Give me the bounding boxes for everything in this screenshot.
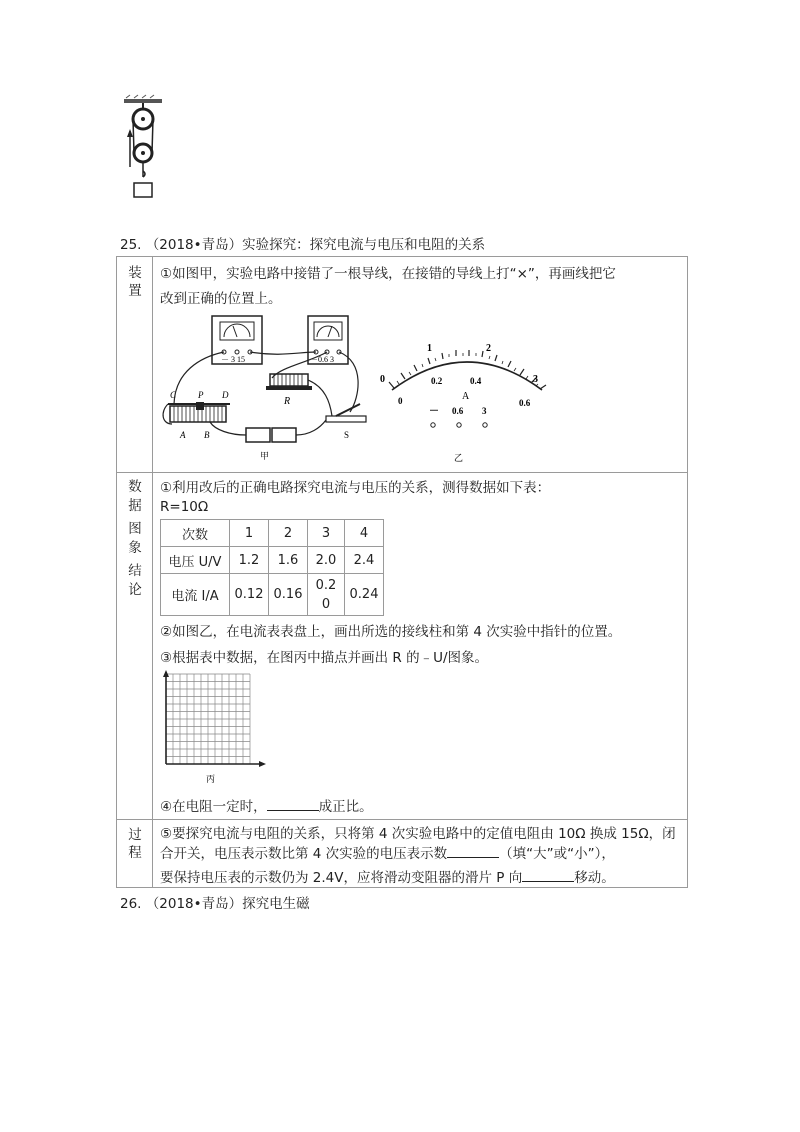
ammeter-terminals: －0.6 3 (310, 355, 334, 364)
dial-top-0: 0 (380, 374, 385, 385)
apparatus-label (118, 264, 152, 300)
dial-top-3: 3 (533, 374, 538, 385)
process-line-3 (160, 866, 615, 886)
r-value: R=10Ω (160, 499, 209, 515)
switch-label: S (344, 430, 350, 440)
process-label-char: 程 (128, 845, 142, 861)
table-cell: 1.2 (230, 547, 269, 574)
process-label-char: 过 (128, 827, 142, 843)
data-label-char: 据 (128, 498, 142, 514)
dial-inner-0-4: 0.4 (470, 376, 482, 386)
dial-terminal-0-6: 0.6 (452, 406, 464, 416)
dial-top-2: 2 (486, 343, 491, 354)
circuit-diagram-jia (160, 312, 380, 467)
data-line-1: ①利用改后的正确电路探究电流与电压的关系，测得数据如下表： (160, 480, 551, 496)
data-table (160, 519, 384, 616)
apparatus-line-1: ①如图甲，实验电路中接错了一根导线，在接错的导线上打“×”，再画线把它 (160, 266, 616, 282)
q26-title: 探究电生磁 (242, 896, 310, 912)
ammeter-dial-yi (372, 336, 562, 464)
resistor-label: R (284, 396, 291, 407)
terminal-circle (431, 423, 435, 427)
q25-heading (120, 233, 485, 253)
voltage-compare-blank[interactable] (447, 845, 499, 858)
dial-unit: A (462, 391, 470, 402)
data-label-char: 结 (128, 563, 142, 579)
figure-jia-label: 甲 (260, 452, 270, 462)
apparatus-line-2: 改到正确的位置上。 (160, 291, 282, 307)
pulley-figure (118, 95, 168, 205)
data-label-char: 论 (128, 582, 142, 598)
q25-title: 实验探究：探究电流与电压和电阻的关系 (242, 237, 486, 253)
table-cell: 2 (269, 520, 308, 547)
conclusion-blank[interactable] (267, 798, 319, 811)
terminal-circle (457, 423, 461, 427)
table-cell: 2.0 (308, 547, 345, 574)
table-row (161, 574, 384, 616)
table-row (161, 520, 384, 547)
data-line-3: ③根据表中数据，在图丙中描点并画出 R 的﹣U/图象。 (160, 650, 488, 666)
slider-direction-blank[interactable] (522, 869, 574, 882)
table-cell: 0.12 (230, 574, 269, 616)
rheostat-letter-p: P (198, 390, 204, 400)
process-line-2-suffix: （填“大”或“小”）， (499, 846, 615, 862)
table-cell: 1 (230, 520, 269, 547)
process-line-2 (160, 842, 615, 862)
dial-inner-0: 0 (398, 396, 403, 406)
rheostat-letter-b: B (204, 430, 210, 440)
table-cell: 1.6 (269, 547, 308, 574)
table-cell: 0.2 0 (308, 574, 345, 616)
dial-terminal-minus: － (429, 406, 439, 417)
label-column-divider (152, 256, 153, 888)
figure-bing-label: 丙 (206, 775, 216, 785)
voltmeter-terminals: － 3 15 (221, 355, 245, 364)
q26-source: （2018•青岛） (145, 896, 243, 912)
process-line-2-prefix: 合开关，电压表示数比第 4 次实验的电压表示数 (160, 846, 448, 862)
graph-grid-bing (158, 670, 268, 785)
dial-top-1: 1 (427, 343, 432, 354)
data-label-char: 数 (128, 479, 142, 495)
rheostat-letter-d: D (222, 390, 229, 400)
data-label (118, 478, 152, 600)
q26-heading (120, 892, 310, 912)
apparatus-label-char: 装 (128, 265, 142, 281)
q25-source: （2018•青岛） (145, 237, 243, 253)
data-label-char: 象 (128, 540, 142, 556)
data-line-2: ②如图乙，在电流表表盘上，画出所选的接线柱和第 4 次实验中指针的位置。 (160, 624, 622, 640)
terminal-circle (483, 423, 487, 427)
table-cell: 电流 I/A (161, 574, 230, 616)
rheostat-letter-a: A (180, 430, 186, 440)
data-label-char: 图 (128, 521, 142, 537)
row-divider-1 (116, 472, 688, 473)
process-label (118, 826, 152, 862)
rheostat-letter-c: C (170, 390, 177, 400)
table-cell: 3 (308, 520, 345, 547)
dial-inner-0-2: 0.2 (431, 376, 443, 386)
table-row (161, 547, 384, 574)
table-cell: 次数 (161, 520, 230, 547)
data-line-4 (160, 795, 373, 815)
figure-yi-label: 乙 (454, 454, 464, 464)
table-cell: 电压 U/V (161, 547, 230, 574)
table-cell: 0.24 (345, 574, 384, 616)
conclusion-prefix: ④在电阻一定时， (160, 799, 267, 815)
table-cell: 0.16 (269, 574, 308, 616)
table-cell: 2.4 (345, 547, 384, 574)
process-line-1: ⑤要探究电流与电阻的关系，只将第 4 次实验电路中的定值电阻由 10Ω 换成 15Ω，闭 (160, 826, 676, 842)
conclusion-suffix: 成正比。 (318, 799, 373, 815)
q25-number: 25. (120, 237, 142, 253)
table-cell: 4 (345, 520, 384, 547)
dial-inner-0-6: 0.6 (519, 398, 531, 408)
process-line-3-prefix: 要保持电压表的示数仍为 2.4V，应将滑动变阻器的滑片 P 向 (160, 870, 523, 886)
process-line-3-suffix: 移动。 (574, 870, 615, 886)
q26-number: 26. (120, 896, 142, 912)
dial-terminal-3: 3 (482, 406, 487, 416)
row-divider-2 (116, 819, 688, 820)
apparatus-label-char: 置 (128, 283, 142, 299)
